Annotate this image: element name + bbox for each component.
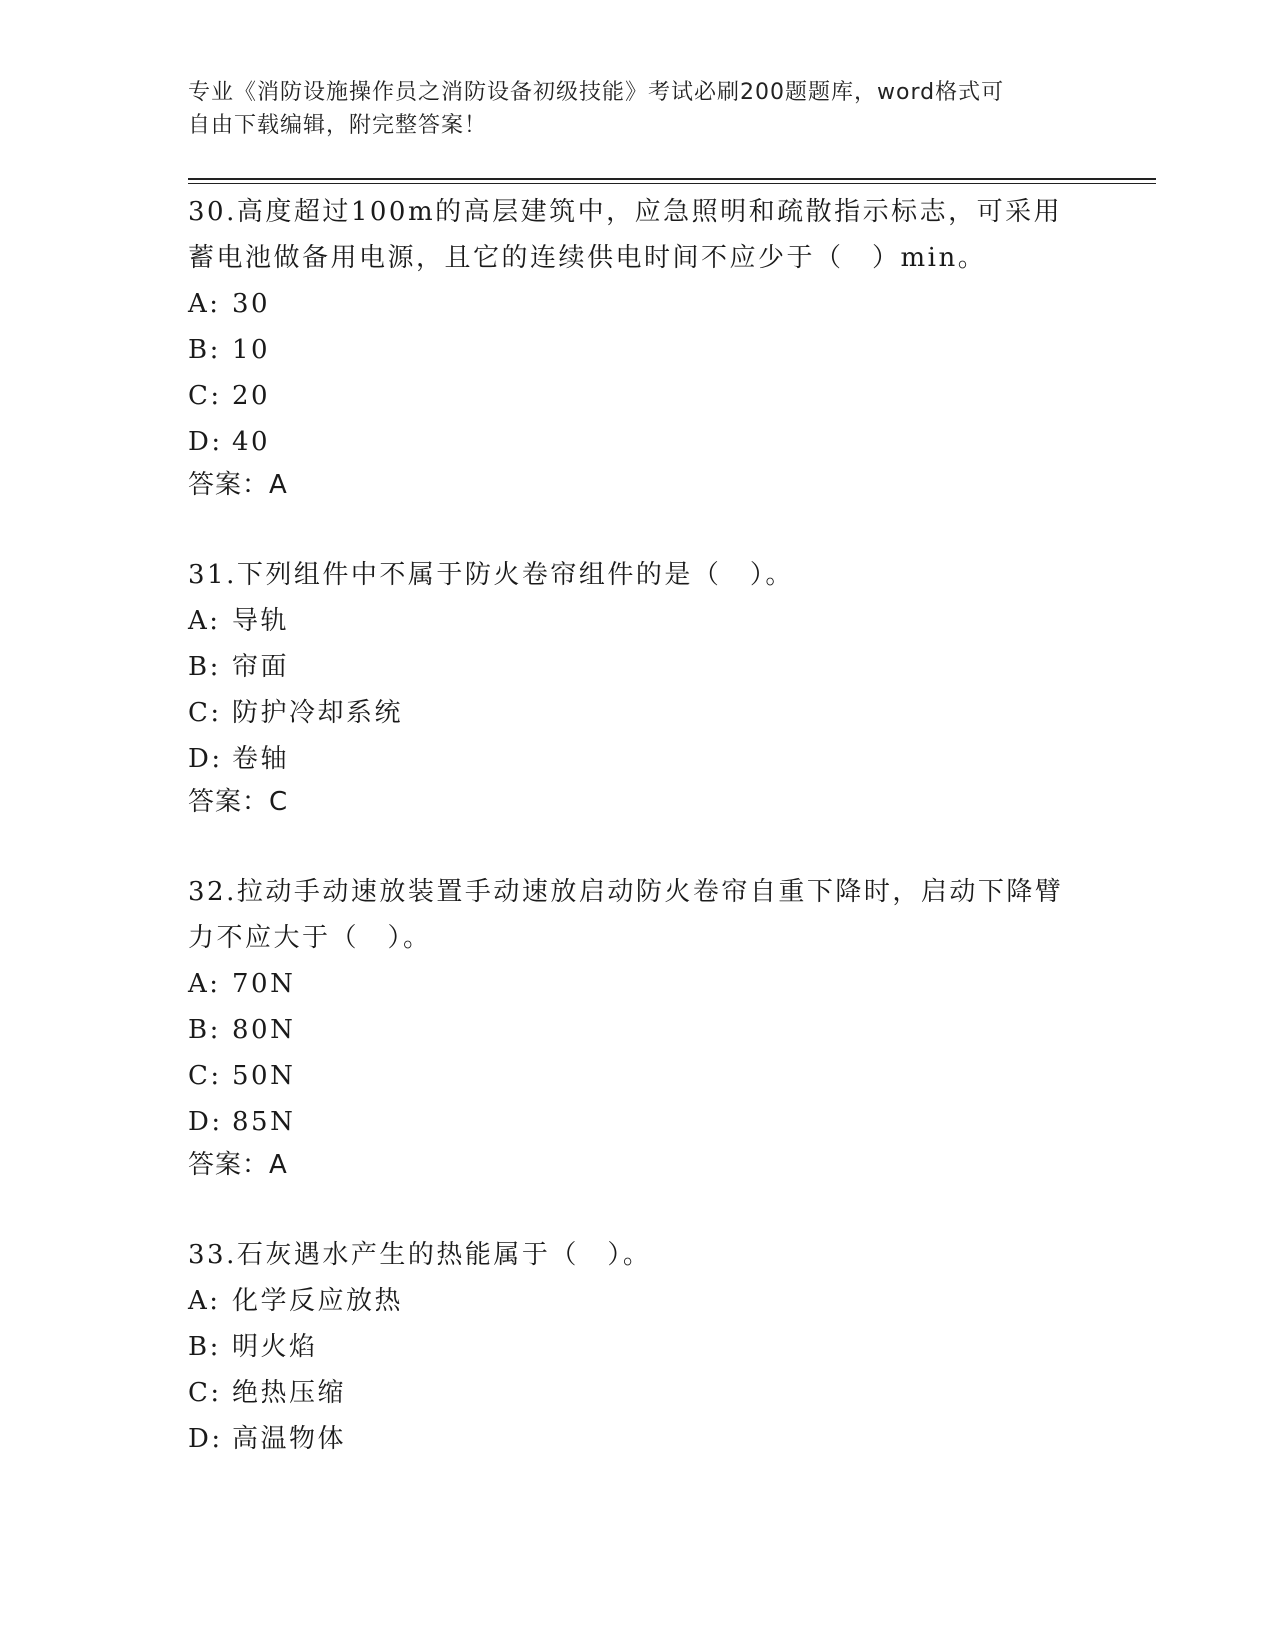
option-letter: C: [188, 1061, 222, 1091]
option-letter: D: [188, 427, 223, 457]
header-divider-thin [188, 183, 1156, 184]
answer-line: 答案：A [188, 1150, 288, 1180]
option-text: 70N [232, 969, 296, 999]
option-text: 明火焰 [232, 1332, 318, 1362]
option-letter: C: [188, 381, 222, 411]
question-stem [188, 1232, 1088, 1278]
option-text: 绝热压缩 [232, 1378, 347, 1408]
option-letter: B: [188, 1332, 221, 1362]
question-32 [188, 869, 1088, 1187]
option-letter: A: [188, 606, 221, 636]
option-letter: A: [188, 1286, 221, 1316]
option-b [188, 1007, 1088, 1053]
option-a [188, 598, 1088, 644]
option-letter: C: [188, 1378, 222, 1408]
option-text: 化学反应放热 [232, 1286, 404, 1316]
option-letter: A: [188, 969, 221, 999]
option-a [188, 1278, 1088, 1324]
option-d [188, 1099, 1088, 1145]
option-text: 10 [232, 335, 271, 365]
option-d [188, 1416, 1088, 1462]
option-letter: B: [188, 1015, 221, 1045]
option-d [188, 419, 1088, 465]
option-b [188, 1324, 1088, 1370]
option-c [188, 1053, 1088, 1099]
option-letter: C: [188, 698, 222, 728]
option-text: 80N [232, 1015, 296, 1045]
option-letter: B: [188, 652, 221, 682]
option-text: 40 [232, 427, 271, 457]
option-text: 20 [232, 381, 271, 411]
question-stem [188, 869, 1088, 961]
stem-line: 32.拉动手动速放装置手动速放启动防火卷帘自重下降时，启动下降臂 [188, 877, 1064, 907]
question-list [188, 189, 1088, 1507]
option-letter: A: [188, 289, 221, 319]
option-a [188, 281, 1088, 327]
option-text: 85N [232, 1107, 296, 1137]
question-stem [188, 189, 1088, 281]
stem-line: 蓄电池做备用电源，且它的连续供电时间不应少于（ ）min。 [188, 243, 987, 273]
option-text: 帘面 [232, 652, 290, 682]
header-line-1: 专业《消防设施操作员之消防设备初级技能》考试必刷200题题库，word格式可 [188, 80, 1005, 105]
option-text: 卷轴 [232, 744, 290, 774]
question-33 [188, 1232, 1088, 1462]
header-line-2: 自由下载编辑，附完整答案！ [188, 113, 488, 138]
question-31 [188, 552, 1088, 824]
header-divider-thick [188, 178, 1156, 180]
question-30 [188, 189, 1088, 507]
document-header [188, 76, 1068, 142]
option-text: 导轨 [232, 606, 290, 636]
stem-line: 30.高度超过100m的高层建筑中，应急照明和疏散指示标志，可采用 [188, 197, 1063, 227]
option-letter: B: [188, 335, 221, 365]
option-d [188, 736, 1088, 782]
stem-line: 31.下列组件中不属于防火卷帘组件的是（ ）。 [188, 560, 794, 590]
answer-line: 答案：C [188, 787, 289, 817]
option-letter: D: [188, 744, 223, 774]
option-c [188, 690, 1088, 736]
option-b [188, 327, 1088, 373]
option-text: 50N [232, 1061, 296, 1091]
answer-line: 答案：A [188, 470, 288, 500]
option-b [188, 644, 1088, 690]
option-text: 30 [232, 289, 271, 319]
stem-line: 力不应大于（ ）。 [188, 923, 432, 953]
option-c [188, 373, 1088, 419]
option-a [188, 961, 1088, 1007]
stem-line: 33.石灰遇水产生的热能属于（ ）。 [188, 1240, 652, 1270]
question-stem [188, 552, 1088, 598]
option-text: 防护冷却系统 [232, 698, 404, 728]
option-c [188, 1370, 1088, 1416]
option-text: 高温物体 [232, 1424, 347, 1454]
option-letter: D: [188, 1107, 223, 1137]
option-letter: D: [188, 1424, 223, 1454]
